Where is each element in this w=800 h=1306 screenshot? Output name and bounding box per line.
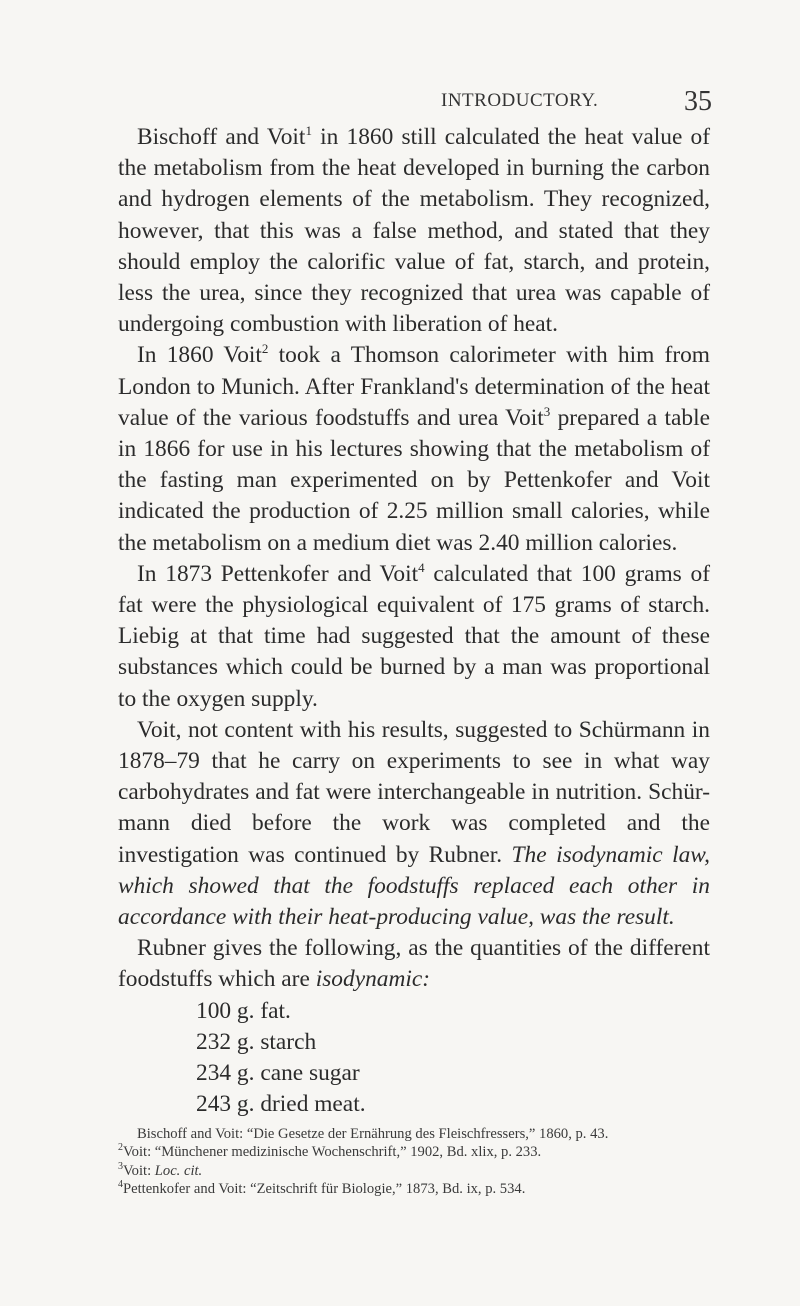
list-item: 234 g. cane sugar	[196, 1060, 360, 1087]
footnote-1: Bischoff and Voit: “Die Gesetze der Ernährung des Fleischfressers,” 1860, p. 43.	[137, 1126, 609, 1142]
footnote-2-text: Voit: “Münchener medizinische Wochenschrift,” 1902, Bd. xlix, p. 233.	[123, 1144, 542, 1161]
list-item: 243 g. dried meat.	[196, 1091, 366, 1118]
p4-text-a: Voit, not content with his results, suggested to Schürmann in 1878–79 that he carry on experiments to see in what way carbohydrates and fat were interchangeable in nutrition. Schür-mann died before the work was completed and the investigation was continued by Rubner.	[118, 716, 710, 868]
footnotes	[118, 1125, 710, 1199]
p2-text-b: took a Thomson calorimeter with him from London to Munich. After Frankland's determination of the heat value of the various foodstuffs and urea Voit	[118, 342, 711, 431]
footnote-2-number: 2	[118, 1142, 123, 1154]
list-item: 232 g. starch	[196, 1028, 317, 1055]
footnote-4-number: 4	[118, 1179, 123, 1191]
footnote-2	[118, 1143, 710, 1161]
p5-text-a: Rubner gives the following, as the quantities of the different foodstuffs which are	[118, 935, 710, 993]
p1-text-b: in 1860 still calculated the heat value of the metabolism from the heat developed in burning the carbon and hydrogen elements of the metabolism. They recognized, however, that this was a false method, and stated that they should employ the calorific value of fat, starch, and protein, less the urea, since they recognized that urea was capable of undergoing combustion with liberation of heat.	[118, 124, 710, 338]
paragraph-4	[118, 715, 710, 933]
list-item: 100 g. fat.	[196, 997, 291, 1024]
footnote-3-text: Voit:	[123, 1162, 155, 1179]
footnote-ref-2: 2	[261, 341, 269, 357]
paragraph-5	[118, 933, 710, 995]
isodynamic-law-statement: The isodynamic law, which showed that the foodstuffs replaced each other in accordance with their heat-producing value, was the result.	[118, 841, 710, 931]
footnote-3-italic: Loc. cit.	[154, 1162, 203, 1179]
footnote-ref-3: 3	[543, 404, 551, 420]
page-number: 35	[684, 86, 712, 117]
p2-text-c: prepared a table in 1866 for use in his lectures showing that the metabolism of the fasting man experimented on by Pettenkofer and Voit indicated the production of 2.25 million small calories, while the metabolism on a medium diet was 2.40 million calories.	[118, 404, 710, 556]
footnote-ref-4: 4	[418, 560, 425, 576]
body-text	[118, 122, 710, 1121]
p3-text-a: In 1873 Pettenkofer and Voit	[137, 560, 419, 587]
running-title: INTRODUCTORY.	[441, 90, 599, 111]
isodynamic-term: isodynamic:	[315, 966, 431, 993]
footnote-ref-1: 1	[305, 123, 312, 139]
paragraph-1	[118, 122, 710, 340]
footnote-4	[118, 1180, 710, 1198]
p2-text-a: In 1860 Voit	[137, 342, 262, 369]
paragraph-2	[118, 340, 710, 558]
isodynamic-list	[118, 996, 710, 1121]
p3-text-b: calculated that 100 grams of fat were the physiological equivalent of 175 grams of starch. Liebig at that time had suggested that the amount of these substances which could be burned by a man was proportional to the oxygen supply.	[118, 560, 711, 712]
footnote-4-text: Pettenkofer and Voit: “Zeitschrift für Biologie,” 1873, Bd. ix, p. 534.	[123, 1181, 526, 1198]
p1-text-a: Bischoff and Voit	[137, 124, 306, 150]
paragraph-3	[118, 559, 710, 715]
footnote-3-number: 3	[118, 1160, 123, 1172]
footnote-3	[118, 1162, 710, 1180]
